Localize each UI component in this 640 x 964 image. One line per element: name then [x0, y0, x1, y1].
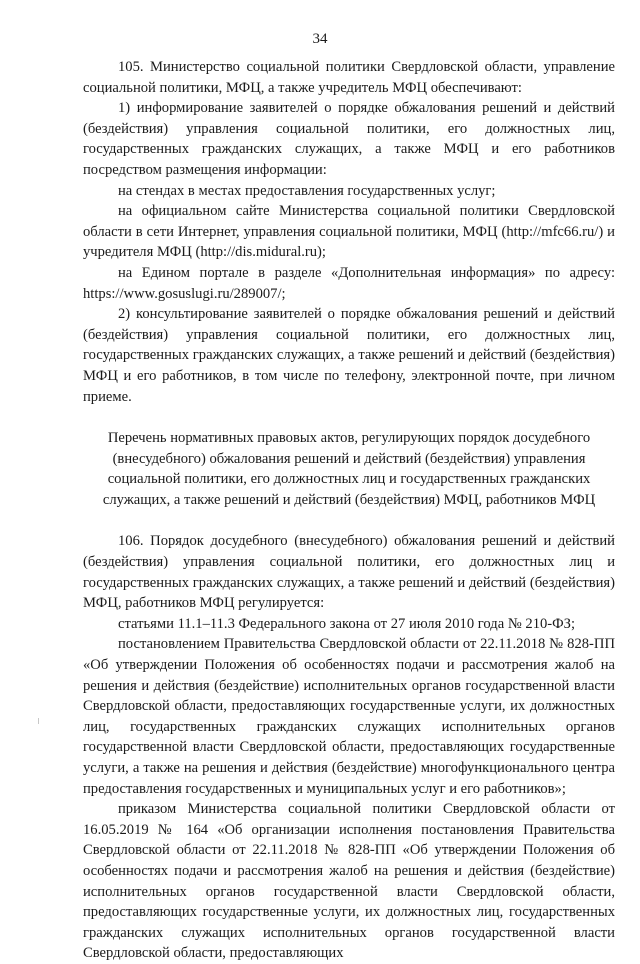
paragraph-106-intro: 106. Порядок досудебного (внесудебного) обжалования решений и действий (бездействия) управления социальной политики, его должностных лиц и государственных гражданских служащих, а также решений и действий (бездействия) МФЦ, работников МФЦ регулируется: — [83, 533, 615, 612]
paragraph-official-site: на официальном сайте Министерства социальной политики Свердловской области в сети Интернет, управления социальной политики, МФЦ (http://mfc66.ru/) и учредителя МФЦ (http://dis.midural.ru); — [83, 203, 615, 261]
paragraph-single-portal: на Едином портале в разделе «Дополнительная информация» по адресу: https://www.gosuslugi.ru/289007/; — [83, 264, 615, 302]
paragraph-105-intro: 105. Министерство социальной политики Свердловской области, управление социальной политики, МФЦ, а также учредитель МФЦ обеспечивают: — [83, 59, 615, 96]
page-number: 34 — [312, 31, 328, 47]
document-body — [83, 57, 615, 964]
spacer — [83, 510, 615, 531]
paragraph-government-decree: постановлением Правительства Свердловской области от 22.11.2018 № 828-ПП «Об утверждении Положения об особенностях подачи и рассмотрения жалоб на решения и действия (бездействие) исполнительных органов государственной власти Свердловской области, предоставляющих государственные услуги, их должностных лиц, государственных гражданских служащих исполнительных органов государственной власти Свердловской области, предоставляющих государственные услуги, а также на решения и действия (бездействие) многофункционального центра предоставления государственных и муниципальных услуг и его работников»; — [83, 636, 615, 797]
margin-mark — [38, 718, 39, 724]
paragraph-stands: на стендах в местах предоставления государственных услуг; — [118, 182, 496, 199]
paragraph-informing: 1) информирование заявителей о порядке обжалования решений и действий (бездействия) управления социальной политики, его должностных лиц, государственных гражданских служащих, а также МФЦ и его работников посредством размещения информации: — [83, 100, 615, 178]
paragraph-ministry-order: приказом Министерства социальной политики Свердловской области от 16.05.2019 № 164 «Об организации исполнения постановления Правительства Свердловской области от 22.11.2018 № 828-ПП «Об утверждении Положения об особенностях подачи и рассмотрения жалоб на решения и действия (бездействие) исполнительных органов государственной власти Свердловской области, предоставляющих государственные услуги, их должностных лиц, государственных гражданских служащих исполнительных органов государственной власти Свердловской области, предоставляющих — [83, 801, 615, 962]
paragraph-consulting: 2) консультирование заявителей о порядке обжалования решений и действий (бездействия) управления социальной политики, его должностных лиц, государственных гражданских служащих, а также решений и действий (бездействия) МФЦ и его работников, в том числе по телефону, электронной почте, при личном приеме. — [83, 306, 615, 405]
spacer — [83, 407, 615, 428]
paragraph-federal-law: статьями 11.1–11.3 Федерального закона от 27 июля 2010 года № 210-ФЗ; — [118, 615, 576, 632]
section-heading: Перечень нормативных правовых актов, регулирующих порядок досудебного (внесудебного) обжалования решений и действий (бездействия) управления социальной политики, его должностных лиц и государственных гражданских служащих, а также решений и действий (бездействия) МФЦ, работников МФЦ — [102, 430, 596, 508]
